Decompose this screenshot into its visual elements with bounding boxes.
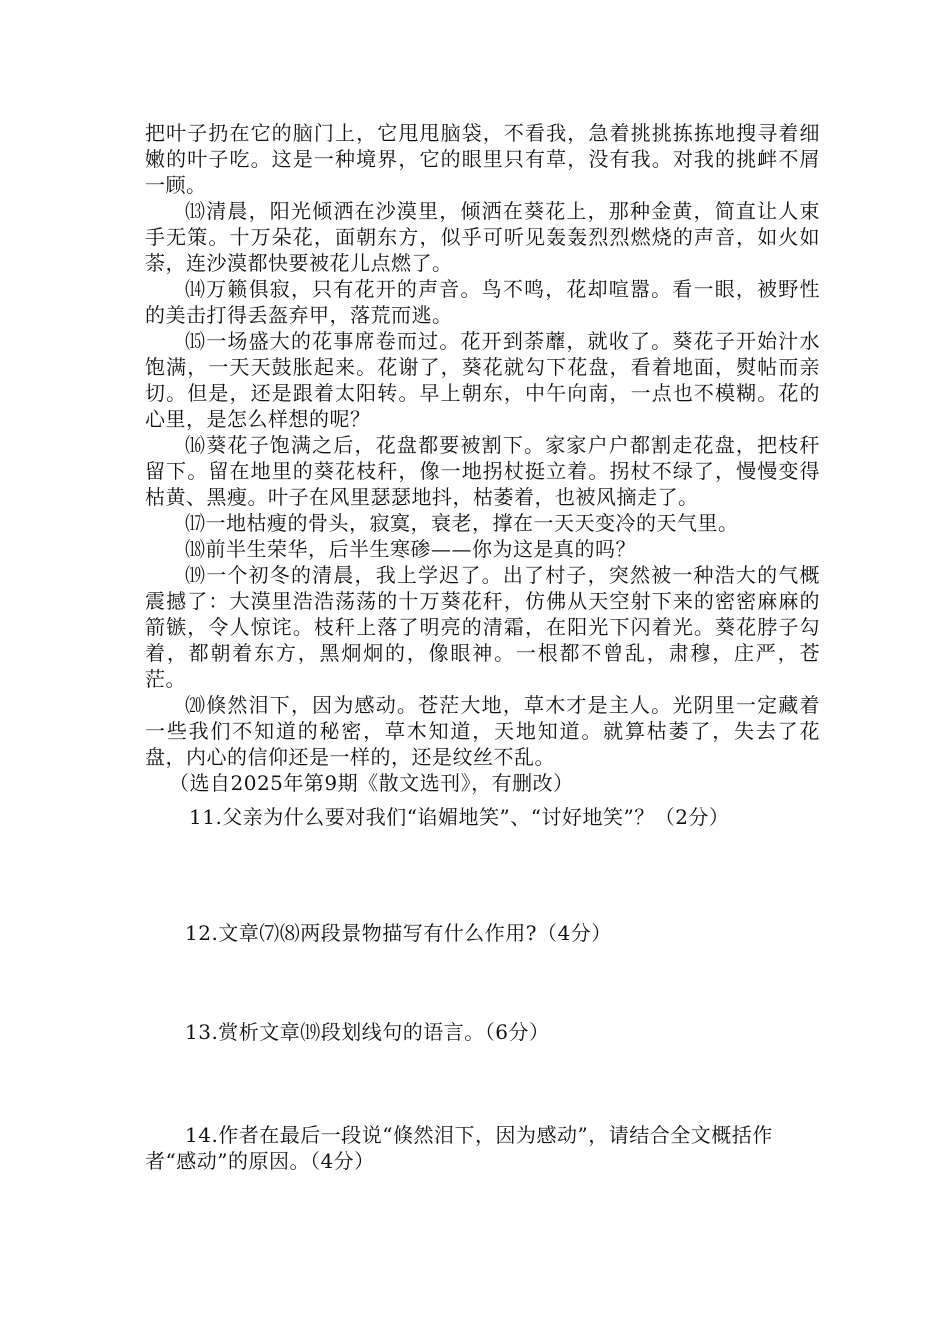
paragraph-continued: 把叶子扔在它的脑门上，它甩甩脑袋，不看我，急着挑挑拣拣地搜寻着细嫩的叶子吃。这是一种境界，它的眼里只有草，没有我。对我的挑衅不屑一顾。 <box>145 121 820 197</box>
paragraph-20: ⒇倏然泪下，因为感动。苍茫大地，草木才是主人。光阴里一定藏着一些我们不知道的秘密，草木知道，天地知道。就算枯萎了，失去了花盘，内心的信仰还是一样的，还是纹丝不乱。 <box>145 693 820 769</box>
source-citation: （选自2025年第9期《散文选刊》，有删改） <box>169 771 574 795</box>
paragraph-14: ⒁万籁俱寂，只有花开的声音。鸟不鸣，花却喧嚣。看一眼，被野性的美击打得丢盔弃甲，落荒而逃。 <box>145 277 820 327</box>
passage-body <box>145 120 820 830</box>
question-11: 11.父亲为什么要对我们“谄媚地笑”、“讨好地笑”？（2分） <box>189 805 730 829</box>
paragraph-18: ⒅前半生荣华，后半生寒碜——你为这是真的吗？ <box>185 537 636 561</box>
paragraph-13: ⒀清晨，阳光倾洒在沙漠里，倾洒在葵花上，那种金黄，简直让人束手无策。十万朵花，面朝东方，似乎可听见轰轰烈烈燃烧的声音，如火如荼，连沙漠都快要被花儿点燃了。 <box>145 199 820 275</box>
question-14: 14.作者在最后一段说“倏然泪下，因为感动”，请结合全文概括作者“感动”的原因。（4分） <box>145 1123 773 1173</box>
question-13: 13.赏析文章⒆段划线句的语言。（6分） <box>185 1020 550 1044</box>
paragraph-17: ⒄一地枯瘦的骨头，寂寞，衰老，撑在一天天变冷的天气里。 <box>185 511 739 535</box>
paragraph-15: ⒂一场盛大的花事席卷而过。花开到荼蘼，就收了。葵花子开始汁水饱满，一天天鼓胀起来。花谢了，葵花就勾下花盘，看着地面，熨帖而亲切。但是，还是跟着太阳转。早上朝东，中午向南，一点也不模糊。花的心里，是怎么样想的呢？ <box>145 329 820 431</box>
question-12: 12.文章⑺⑻两段景物描写有什么作用?（4分） <box>185 921 612 945</box>
paragraph-19: ⒆一个初冬的清晨，我上学迟了。出了村子，突然被一种浩大的气概震撼了：大漠里浩浩荡荡的十万葵花秆，仿佛从天空射下来的密密麻麻的箭镞，令人惊诧。枝秆上落了明亮的清霜，在阳光下闪着光。葵花脖子勾着，都朝着东方，黑炯炯的，像眼神。一根都不曾乱，肃穆，庄严，苍茫。 <box>145 563 820 691</box>
paragraph-16: ⒃葵花子饱满之后，花盘都要被割下。家家户户都割走花盘，把枝秆留下。留在地里的葵花枝秆，像一地拐杖挺立着。拐杖不绿了，慢慢变得枯黄、黑瘦。叶子在风里瑟瑟地抖，枯萎着，也被风摘走了。 <box>145 433 820 509</box>
